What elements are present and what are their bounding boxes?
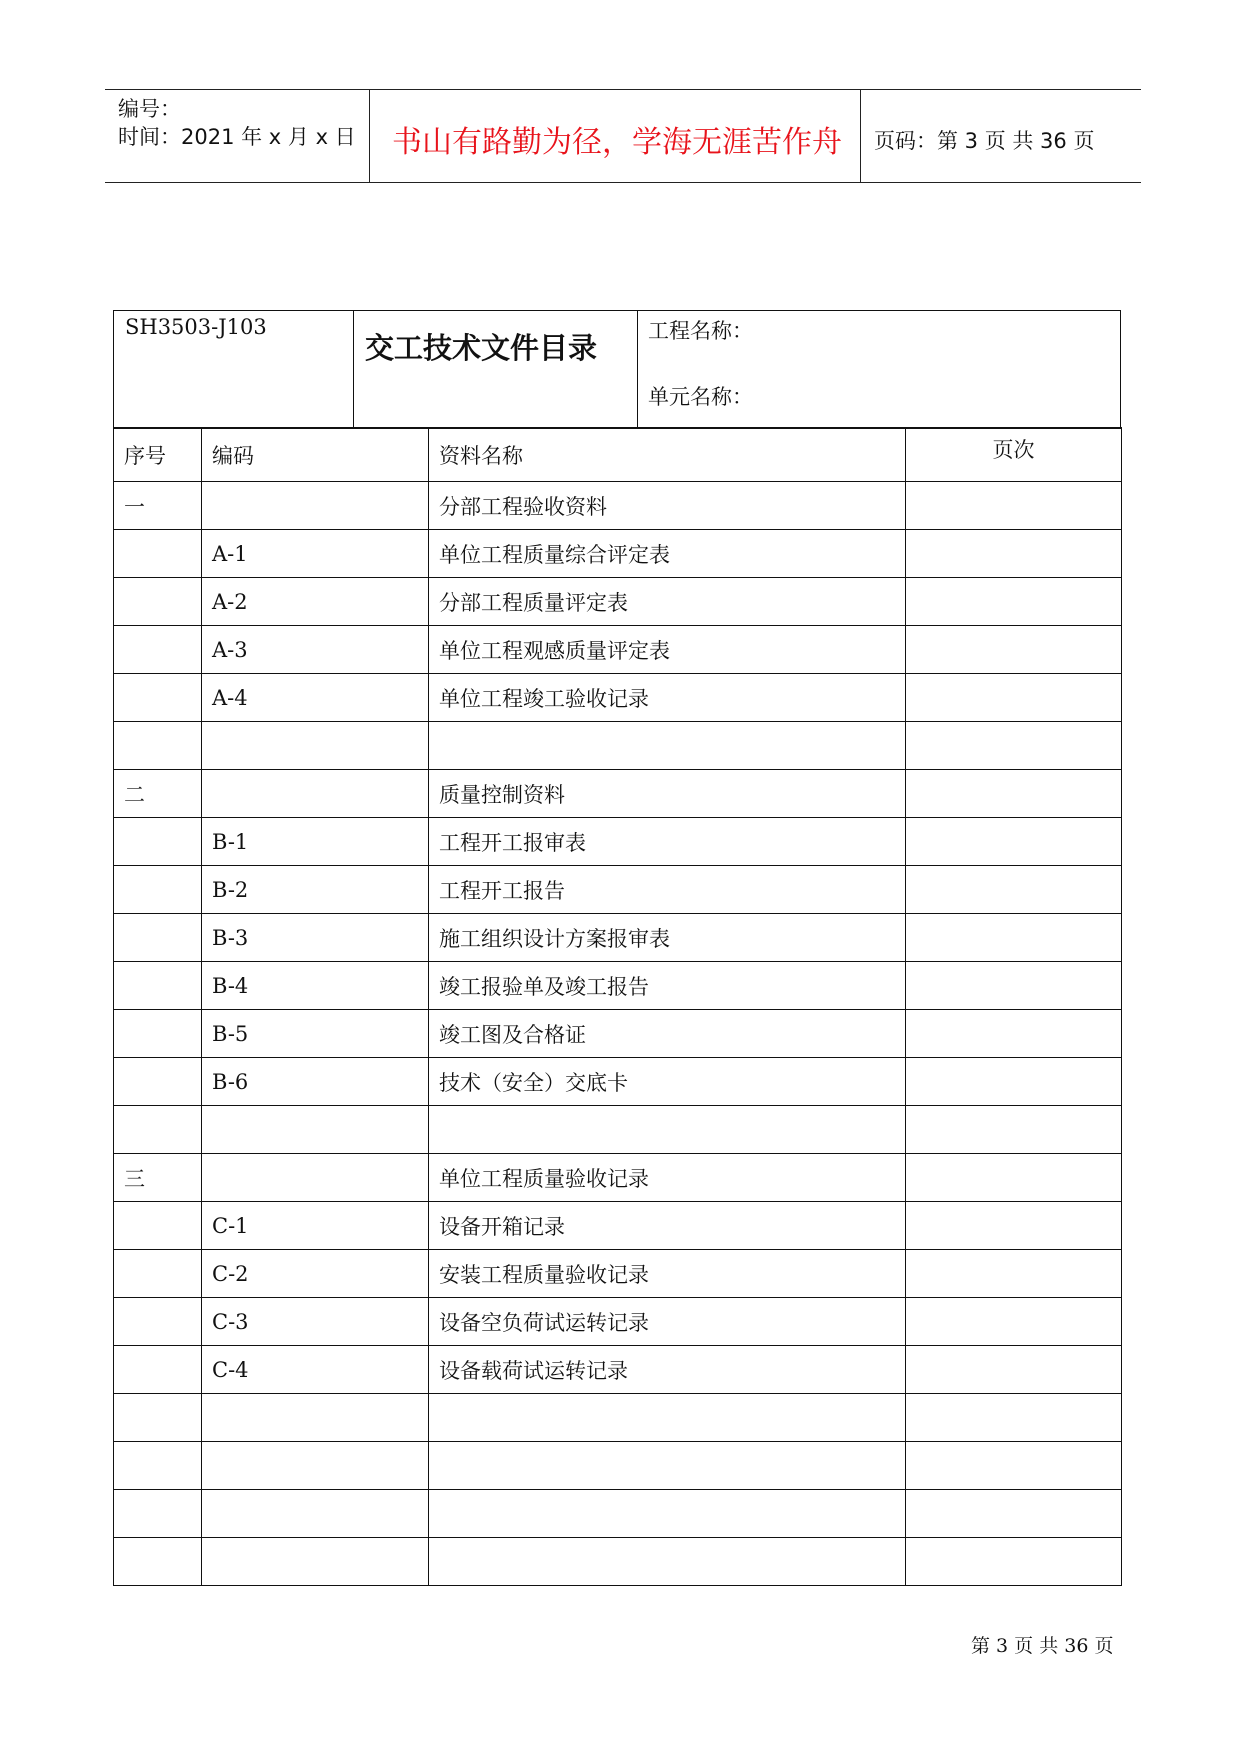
table-row [114,1538,1122,1586]
row-page [906,1010,1122,1058]
row-page [906,1058,1122,1106]
row-name [429,1442,906,1490]
row-code: C-4 [202,1346,429,1394]
row-code [202,1106,429,1154]
row-code: A-4 [202,674,429,722]
header-divider-left [369,89,370,183]
row-page [906,1346,1122,1394]
row-code: B-1 [202,818,429,866]
table-row [114,1250,1122,1298]
row-name: 单位工程竣工验收记录 [429,674,906,722]
row-seq [114,1202,202,1250]
row-page [906,530,1122,578]
row-code: A-1 [202,530,429,578]
row-code [202,1490,429,1538]
row-page [906,1538,1122,1586]
row-code [202,1394,429,1442]
row-seq [114,866,202,914]
header-divider-right [860,89,861,183]
row-name: 技术（安全）交底卡 [429,1058,906,1106]
row-seq [114,530,202,578]
form-title-divider-right [637,310,638,429]
row-seq [114,1250,202,1298]
row-code: B-4 [202,962,429,1010]
project-name-label: 工程名称： [648,319,753,343]
row-seq [114,1442,202,1490]
row-code: C-3 [202,1298,429,1346]
header-seq: 序号 [114,428,202,482]
row-name: 单位工程质量验收记录 [429,1154,906,1202]
page-footer: 第 3 页 共 36 页 [971,1635,1114,1657]
table-row [114,1058,1122,1106]
row-page [906,1298,1122,1346]
form-code: SH3503-J103 [125,315,267,339]
row-code: A-3 [202,626,429,674]
table-row [114,818,1122,866]
header-bottom-rule [105,182,1141,183]
row-name: 工程开工报告 [429,866,906,914]
row-name [429,1538,906,1586]
table-row [114,722,1122,770]
table-row [114,1346,1122,1394]
row-code: A-2 [202,578,429,626]
row-page [906,914,1122,962]
contents-table [113,427,1122,1586]
row-name: 竣工图及合格证 [429,1010,906,1058]
row-name: 设备开箱记录 [429,1202,906,1250]
row-page [906,770,1122,818]
row-seq [114,1538,202,1586]
header-page: 页次 [906,428,1122,482]
row-name: 设备载荷试运转记录 [429,1346,906,1394]
table-row [114,866,1122,914]
table-row [114,578,1122,626]
table-row [114,626,1122,674]
row-code [202,1442,429,1490]
row-page [906,1442,1122,1490]
row-name: 施工组织设计方案报审表 [429,914,906,962]
row-seq [114,626,202,674]
row-seq [114,914,202,962]
row-code [202,770,429,818]
row-code [202,1538,429,1586]
row-code [202,482,429,530]
row-seq: 二 [114,770,202,818]
table-row [114,1154,1122,1202]
form-title-divider-left [353,310,354,429]
row-seq [114,818,202,866]
table-row [114,482,1122,530]
form-title: 交工技术文件目录 [365,331,598,365]
row-page [906,1394,1122,1442]
row-seq [114,1058,202,1106]
header-page-label: 页码：第 3 页 共 36 页 [874,129,1095,153]
row-page [906,482,1122,530]
row-code: B-5 [202,1010,429,1058]
row-seq [114,1346,202,1394]
row-page [906,578,1122,626]
unit-name-label: 单元名称： [648,385,753,409]
table-row [114,1298,1122,1346]
row-code: B-3 [202,914,429,962]
row-seq [114,578,202,626]
row-seq [114,962,202,1010]
row-seq [114,1394,202,1442]
table-row [114,674,1122,722]
row-name: 单位工程质量综合评定表 [429,530,906,578]
row-name [429,1106,906,1154]
row-seq [114,1010,202,1058]
row-name [429,1490,906,1538]
table-row [114,1394,1122,1442]
row-name: 质量控制资料 [429,770,906,818]
row-name: 安装工程质量验收记录 [429,1250,906,1298]
row-page [906,818,1122,866]
row-page [906,1154,1122,1202]
document-time-label: 时间：2021 年 x 月 x 日 [118,125,356,149]
table-row [114,1010,1122,1058]
table-row [114,962,1122,1010]
row-name: 分部工程验收资料 [429,482,906,530]
row-page [906,626,1122,674]
header-name: 资料名称 [429,428,906,482]
header-motto: 书山有路勤为径，学海无涯苦作舟 [392,125,842,160]
table-header-row [114,428,1122,482]
row-name: 竣工报验单及竣工报告 [429,962,906,1010]
table-row [114,770,1122,818]
row-page [906,1490,1122,1538]
row-seq [114,1490,202,1538]
header-code: 编码 [202,428,429,482]
row-seq: 三 [114,1154,202,1202]
row-code: B-6 [202,1058,429,1106]
row-seq [114,722,202,770]
row-name: 设备空负荷试运转记录 [429,1298,906,1346]
row-name: 分部工程质量评定表 [429,578,906,626]
row-name [429,1394,906,1442]
row-page [906,1250,1122,1298]
row-code: B-2 [202,866,429,914]
header-top-rule [105,89,1141,90]
table-row [114,1442,1122,1490]
table-row [114,1490,1122,1538]
row-page [906,722,1122,770]
row-page [906,866,1122,914]
row-seq [114,1298,202,1346]
row-seq: 一 [114,482,202,530]
table-row [114,1106,1122,1154]
row-page [906,1106,1122,1154]
row-page [906,674,1122,722]
row-code [202,722,429,770]
row-page [906,962,1122,1010]
row-code: C-2 [202,1250,429,1298]
row-seq [114,674,202,722]
row-code: C-1 [202,1202,429,1250]
row-name: 工程开工报审表 [429,818,906,866]
row-seq [114,1106,202,1154]
row-name [429,722,906,770]
table-row [114,530,1122,578]
row-page [906,1202,1122,1250]
table-row [114,1202,1122,1250]
table-row [114,914,1122,962]
document-number-label: 编号： [118,97,181,121]
row-name: 单位工程观感质量评定表 [429,626,906,674]
row-code [202,1154,429,1202]
